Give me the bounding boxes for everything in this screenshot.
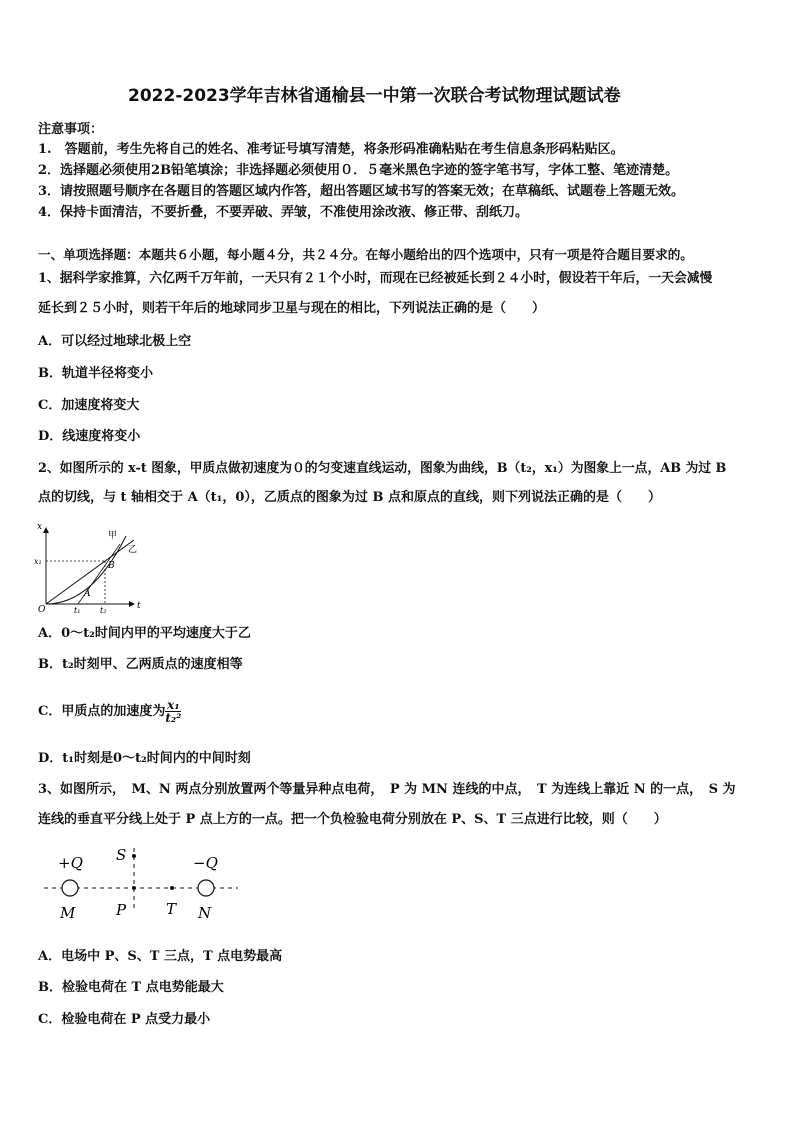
question-3-line1: 3、如图所示， M、N 两点分别放置两个等量异种点电荷， P 为 MN 连线的中点， T 为连线上靠近 N 的一点， S 为: [38, 782, 736, 797]
t1-label: t₁: [74, 606, 81, 614]
section-heading: 一、单项选择题：本题共６小题，每小题４分，共２４分。在每小题给出的四个选项中，只有一项是符合题目要求的。: [38, 247, 693, 262]
t-label: T: [166, 900, 177, 918]
fraction-denominator: t₂²: [165, 711, 182, 725]
notice-item: 3．请按照题号顺序在各题目的答题区域内作答，超出答题区域书写的答案无效；在草稿纸、试题卷上答题无效。: [38, 184, 685, 199]
q1-option-c: C．加速度将变大: [38, 398, 140, 413]
n-label: N: [198, 904, 212, 922]
page-title: 2022-2023学年吉林省通榆县一中第一次联合考试物理试题试卷: [128, 86, 621, 106]
origin-label: O: [38, 605, 46, 614]
q2-option-c: [38, 692, 181, 732]
yi-label: 乙: [128, 545, 138, 555]
q2-option-d: D．t₁时刻是0～t₂时间内的中间时刻: [38, 751, 251, 766]
point-t: [170, 886, 174, 890]
x1-label: x₁: [34, 557, 42, 566]
x-axis-label: x: [37, 522, 43, 532]
charge-n: [198, 880, 214, 896]
q1-option-a: A．可以经过地球北极上空: [38, 334, 192, 349]
notice-item: 4．保持卡面清洁，不要折叠，不要弄破、弄皱，不准使用涂改液、修正带、刮纸刀。: [38, 205, 529, 220]
q3-option-b: B．检验电荷在 T 点电势能最大: [38, 980, 224, 995]
question-2-line1: 2、如图所示的 x-t 图象，甲质点做初速度为０的匀变速直线运动，图象为曲线，B（t₂，x₁）为图象上一点，AB 为过 B: [38, 461, 727, 476]
t-axis-label: t: [137, 601, 141, 611]
plus-q-label: +Q: [58, 854, 83, 872]
point-b-label: B: [108, 561, 115, 571]
q1-option-b: B．轨道半径将变小: [38, 366, 153, 381]
jia-label: 甲: [108, 531, 118, 541]
question-2-line2: 点的切线，与 t 轴相交于 A（t₁，0），乙质点的图象为过 B 点和原点的直线，则下列说法正确的是（ ）: [38, 490, 661, 505]
xt-graph-figure: [34, 518, 146, 614]
minus-q-label: −Q: [193, 854, 218, 872]
charge-m: [62, 880, 78, 896]
q2-option-b: B．t₂时刻甲、乙两质点的速度相等: [38, 657, 243, 672]
fraction-numerator: x₁: [167, 698, 180, 712]
acceleration-fraction: [165, 699, 181, 724]
notice-item: 2．选择题必须使用2B铅笔填涂；非选择题必须使用０．５毫米黑色字迹的签字笔书写，字体工整、笔迹清楚。: [38, 163, 679, 178]
charges-figure: [38, 842, 244, 924]
q3-option-c: C．检验电荷在 P 点受力最小: [38, 1012, 211, 1027]
question-1-line2: 延长到２５小时，则若干年后的地球同步卫星与现在的相比，下列说法正确的是（ ）: [38, 301, 546, 316]
point-s: [132, 854, 136, 858]
point-p: [132, 886, 136, 890]
t2-label: t₂: [100, 606, 107, 614]
notice-heading: 注意事项：: [38, 122, 104, 137]
question-1-line1: 1、据科学家推算，六亿两千万年前，一天只有２１个小时，而现在已经被延长到２４小时，假设若干年后，一天会减慢: [38, 271, 713, 286]
m-label: M: [60, 904, 76, 922]
notice-item: 1. 答题前，考生先将自己的姓名、准考证号填写清楚，将条形码准确粘贴在考生信息条形码粘贴区。: [38, 142, 624, 157]
q2-option-a: A．0～t₂时间内甲的平均速度大于乙: [38, 626, 251, 641]
p-label: P: [116, 901, 127, 919]
point-a-label: A: [84, 589, 91, 599]
q3-option-a: A．电场中 P、S、T 三点，T 点电势最高: [38, 949, 283, 964]
s-label: S: [116, 846, 127, 864]
q2-option-c-prefix: C．甲质点的加速度为: [38, 704, 166, 719]
q1-option-d: D．线速度将变小: [38, 429, 141, 444]
question-3-line2: 连线的垂直平分线上处于 P 点上方的一点。把一个负检验电荷分别放在 P、S、T 三点进行比较，则（ ）: [38, 812, 667, 827]
